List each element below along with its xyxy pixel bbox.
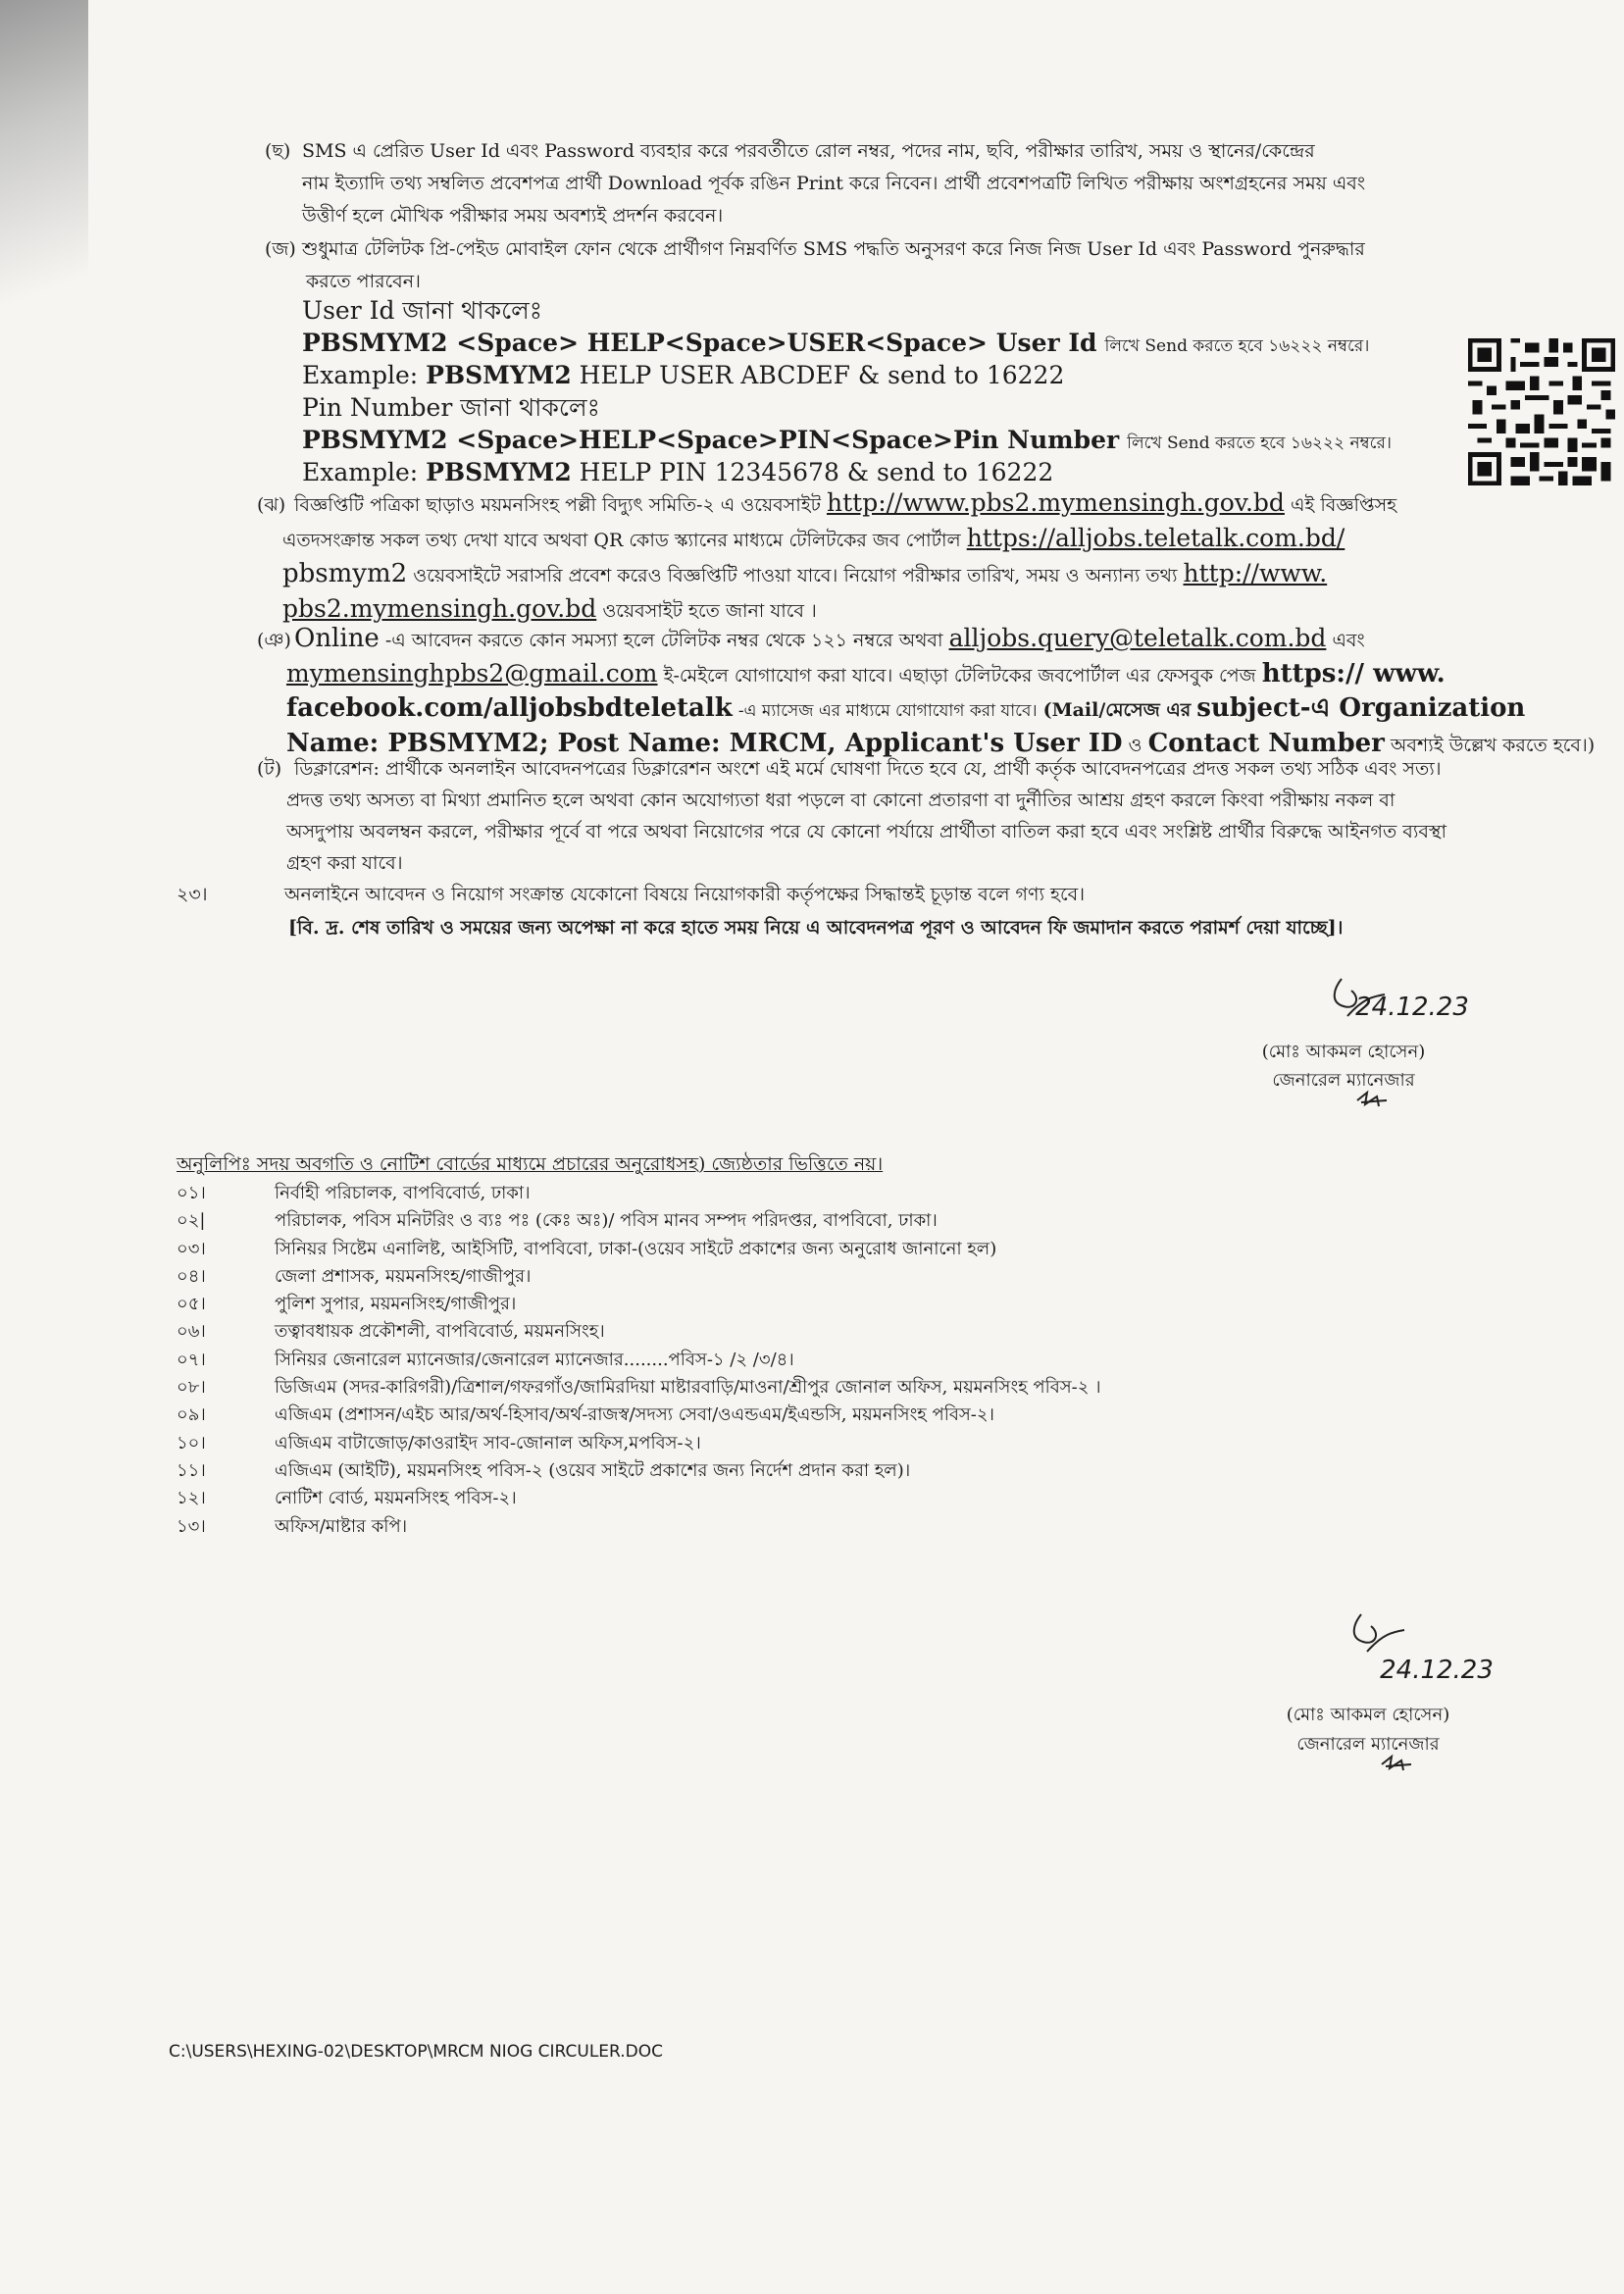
item-text: পুলিশ সুপার, ময়মনসিংহ/গাজীপুর। bbox=[275, 1294, 517, 1315]
qr-code-icon[interactable] bbox=[1463, 333, 1620, 490]
list-item bbox=[177, 1262, 1101, 1290]
para-jha bbox=[265, 233, 1599, 298]
text: এই বিজ্ঞপ্তিসহ bbox=[1290, 494, 1397, 516]
userid-example bbox=[302, 359, 1064, 391]
text: (Mail/মেসেজ এর bbox=[1042, 699, 1192, 721]
signature-date: 24.12.23 bbox=[1355, 993, 1469, 1022]
signature-date: 24.12.23 bbox=[1380, 1656, 1494, 1685]
item-text: তত্বাবধায়ক প্রকৌশলী, বাপবিবোর্ড, ময়মনসিংহ। bbox=[275, 1321, 605, 1343]
text: অবশ্যই উল্লেখ করতে হবে।) bbox=[1390, 735, 1596, 756]
para-ta bbox=[257, 753, 1610, 879]
text: Online bbox=[294, 624, 380, 653]
text: pbsmym2 bbox=[282, 559, 408, 588]
text: ওয়েবসাইটে সরাসরি প্রবেশ করেও বিজ্ঞপ্তিটি পাওয়া যাবে। নিয়োগ পরীক্ষার তারিখ, সময় ও অন্যান্য তথ্য bbox=[413, 565, 1178, 586]
list-item bbox=[177, 1317, 1101, 1345]
item-text: সিনিয়র সিষ্টেম এনালিষ্ট, আইসিটি, বাপবিবো, ঢাকা-(ওয়েব সাইটে প্রকাশের জন্য অনুরোধ জানানো হল) bbox=[275, 1238, 997, 1259]
pin-example bbox=[302, 456, 1053, 488]
item-number: ০৪। bbox=[177, 1265, 206, 1287]
list-item bbox=[177, 1290, 1101, 1317]
marker: (ট) bbox=[257, 758, 282, 780]
cc-list bbox=[177, 1179, 1101, 1540]
example-label: Example: bbox=[302, 458, 419, 486]
line: ডিক্লারেশন: প্রার্থীকে অনলাইন আবেদনপত্রের ডিক্লারেশন অংশে এই মর্মে ঘোষণা দিতে হবে যে, প্রার্থী কর্তৃক আবেদনপত্রের প্রদত্ত সকল তথ্য সঠিক এবং সত্য। bbox=[294, 758, 1442, 780]
list-item bbox=[177, 1401, 1101, 1428]
line: করতে পারবেন। bbox=[306, 271, 421, 292]
pin-command bbox=[302, 424, 1392, 460]
line: গ্রহণ করা যাবে। bbox=[286, 852, 403, 874]
example-rest: HELP USER ABCDEF & send to 16222 bbox=[579, 361, 1065, 389]
item-text: জেলা প্রশাসক, ময়মনসিংহ/গাজীপুর। bbox=[275, 1265, 532, 1287]
advisory-note: [বি. দ্র. শেষ তারিখ ও সময়ের জন্য অপেক্ষা না করে হাতে সময় নিয়ে এ আবেদনপত্র পূরণ ও আবেদন ফি জমাদান করতে পরামর্শ দেয়া যাচ্ছে]। bbox=[288, 917, 1344, 939]
list-item bbox=[177, 1512, 1101, 1540]
list-item bbox=[177, 1456, 1101, 1484]
item-number: ১১। bbox=[177, 1459, 206, 1481]
initial-scribble-icon bbox=[1378, 1753, 1417, 1774]
text: https:// www. bbox=[1261, 659, 1446, 688]
item-number: ০৩। bbox=[177, 1238, 206, 1259]
list-item bbox=[177, 1179, 1101, 1206]
item-text: সিনিয়র জেনারেল ম্যানেজার/জেনারেল ম্যানেজার........পবিস-১ /২ /৩/৪। bbox=[275, 1349, 794, 1370]
item-number: ০৮। bbox=[177, 1377, 206, 1399]
item-number: ১৩। bbox=[177, 1515, 206, 1537]
para-jha2 bbox=[257, 486, 1591, 628]
initial-scribble-icon bbox=[1353, 1089, 1393, 1110]
line: উত্তীর্ণ হলে মৌখিক পরীক্ষার সময় অবশ্যই প্রদর্শন করবেন। bbox=[302, 205, 724, 227]
line: SMS এ প্রেরিত User Id এবং Password ব্যবহার করে পরবর্তীতে রোল নম্বর, পদের নাম, ছবি, পরীক্ষার তারিখ, সময় ও স্থানের/কেন্দ্রের bbox=[302, 140, 1315, 162]
item-text: নোটিশ বোর্ড, ময়মনসিংহ পবিস-২। bbox=[275, 1488, 517, 1509]
text: Contact Number bbox=[1147, 729, 1385, 758]
list-item bbox=[177, 1235, 1101, 1262]
item-text: এজিএম বাটাজোড়/কাওরাইদ সাব-জোনাল অফিস,মপবিস-২। bbox=[275, 1432, 701, 1453]
text: -এ ম্যাসেজ এর মাধ্যমে যোগাযোগ করা যাবে। bbox=[737, 701, 1038, 721]
line: প্রদত্ত তথ্য অসত্য বা মিথ্যা প্রমানিত হলে অথবা কোন অযোগ্যতা ধরা পড়লে বা কোনো প্রতারণা বা দুর্নীতির আশ্রয় গ্রহণ করলে কিংবা পরীক্ষায় নকল বা bbox=[286, 790, 1396, 811]
userid-command-code: PBSMYM2 <Space> HELP<Space>USER<Space> User Id bbox=[302, 329, 1097, 357]
item-number: ০৬। bbox=[177, 1321, 206, 1343]
item-text: এজিএম (প্রশাসন/এইচ আর/অর্থ-হিসাব/অর্থ-রাজস্ব/সদস্য সেবা/ওএন্ডএম/ইএন্ডসি, ময়মনসিংহ পবিস-২। bbox=[275, 1404, 994, 1426]
item-text: নির্বাহী পরিচালক, বাপবিবোর্ড, ঢাকা। bbox=[275, 1183, 531, 1203]
cc-heading: অনুলিপিঃ সদয় অবগতি ও নোটিশ বোর্ডের মাধ্যমে প্রচারের অনুরোধসহ) জ্যেষ্ঠতার ভিত্তিতে নয়। bbox=[177, 1153, 884, 1175]
pin-known-label: Pin Number জানা থাকলেঃ bbox=[302, 393, 600, 422]
text: ই-মেইলে যোগাযোগ করা যাবে। এছাড়া টেলিটকের জবপোর্টাল এর ফেসবুক পেজ bbox=[663, 665, 1256, 687]
line: অসদুপায় অবলম্বন করলে, পরীক্ষার পূর্বে বা পরে অথবা নিয়োগের পরে যে কোনো পর্যায়ে প্রার্থীতা বাতিল করা হবে এবং সংশ্লিষ্ট প্রার্থীর বিরুদ্ধে আইনগত ব্যবস্থা bbox=[286, 821, 1446, 842]
item-number: ১০। bbox=[177, 1432, 206, 1453]
website-link-part2[interactable]: pbs2.mymensingh.gov.bd bbox=[282, 594, 597, 623]
text: subject-এ Organization bbox=[1196, 693, 1526, 723]
item-number: ০৭। bbox=[177, 1349, 206, 1370]
example-label: Example: bbox=[302, 361, 419, 389]
file-path-footer: C:\USERS\HEXING-02\DESKTOP\MRCM NIOG CIRCULER.DOC bbox=[169, 2042, 663, 2062]
marker: (ছ) bbox=[265, 140, 291, 162]
userid-known-label: User Id জানা থাকলেঃ bbox=[302, 296, 543, 325]
job-portal-link[interactable]: https://alljobs.teletalk.com.bd/ bbox=[966, 524, 1345, 552]
marker: (জ) bbox=[265, 238, 296, 260]
signatory-name: (মোঃ আকমল হোসেন) bbox=[1286, 1705, 1450, 1725]
text: এতদসংক্রান্ত সকল তথ্য দেখা যাবে অথবা QR কোড স্ক্যানের মাধ্যমে টেলিটকের জব পোর্টাল bbox=[282, 530, 961, 551]
item-text: অনলাইনে আবেদন ও নিয়োগ সংক্রান্ত যেকোনো বিষয়ে নিয়োগকারী কর্তৃপক্ষের সিদ্ধান্তই চূড়ান্ত বলে গণ্য হবে। bbox=[284, 884, 1086, 905]
list-item bbox=[177, 1429, 1101, 1456]
signatory-title: জেনারেল ম্যানেজার bbox=[1296, 1734, 1440, 1755]
pin-command-tail: লিখে Send করতে হবে ১৬২২২ নম্বরে। bbox=[1127, 433, 1392, 453]
item-number: ০১। bbox=[177, 1183, 206, 1203]
list-item bbox=[177, 1373, 1101, 1401]
item-number: ০৯। bbox=[177, 1404, 206, 1426]
para-nya bbox=[257, 622, 1600, 762]
signatory-title: জেনারেল ম্যানেজার bbox=[1272, 1070, 1415, 1091]
line: শুধুমাত্র টেলিটক প্রি-পেইড মোবাইল ফোন থেকে প্রার্থীগণ নিম্নবর্ণিত SMS পদ্ধতি অনুসরণ করে নিজ নিজ User Id এবং Password পুনরুদ্ধার bbox=[302, 238, 1365, 260]
list-item bbox=[177, 1206, 1101, 1234]
website-link[interactable]: http://www.pbs2.mymensingh.gov.bd bbox=[827, 488, 1285, 517]
website-link-part1[interactable]: http://www. bbox=[1183, 559, 1328, 587]
item-number: ০৫। bbox=[177, 1294, 206, 1315]
para-chha bbox=[265, 135, 1599, 232]
item-text: পরিচালক, পবিস মনিটরিং ও ব্যঃ পঃ (কেঃ অঃ)/ পবিস মানব সম্পদ পরিদপ্তর, বাপবিবো, ঢাকা। bbox=[275, 1210, 938, 1232]
text: ওয়েবসাইট হতে জানা যাবে । bbox=[602, 600, 817, 622]
line: নাম ইত্যাদি তথ্য সম্বলিত প্রবেশপত্র প্রার্থী Download পূর্বক রঙিন Print করে নিবেন। প্রার্থী প্রবেশপত্রটি লিখিত পরীক্ষায় অংশগ্রহনের সময় এবং bbox=[302, 173, 1366, 194]
item-text: ডিজিএম (সদর-কারিগরী)/ত্রিশাল/গফরগাঁও/জামিরদিয়া মাষ্টারবাড়ি/মাওনা/শ্রীপুর জোনাল অফিস, ময়মনসিংহ পবিস-২ । bbox=[275, 1377, 1101, 1399]
pin-command-code: PBSMYM2 <Space>HELP<Space>PIN<Space>Pin Number bbox=[302, 426, 1120, 454]
marker: (ঝ) bbox=[257, 494, 286, 516]
item-number: ২৩। bbox=[177, 884, 208, 905]
item-number: ০২| bbox=[177, 1210, 206, 1232]
text: এবং bbox=[1332, 630, 1365, 651]
item-23 bbox=[177, 881, 1086, 912]
query-email-link[interactable]: alljobs.query@teletalk.com.bd bbox=[948, 624, 1327, 652]
item-text: এজিএম (আইটি), ময়মনসিংহ পবিস-২ (ওয়েব সাইটে প্রকাশের জন্য নির্দেশ প্রদান করা হল)। bbox=[275, 1459, 911, 1481]
text: -এ আবেদন করতে কোন সমস্যা হলে টেলিটক নম্বর থেকে ১২১ নম্বরে অথবা bbox=[384, 630, 943, 651]
text: Name: PBSMYM2; Post Name: MRCM, Applicant's User ID bbox=[286, 729, 1123, 758]
userid-command-tail: লিখে Send করতে হবে ১৬২২২ নম্বরে। bbox=[1104, 336, 1370, 356]
example-code: PBSMYM2 bbox=[426, 458, 572, 486]
example-rest: HELP PIN 12345678 & send to 16222 bbox=[579, 458, 1054, 486]
example-code: PBSMYM2 bbox=[426, 361, 572, 389]
item-text: অফিস/মাষ্টার কপি। bbox=[275, 1515, 408, 1537]
marker: (ঞ) bbox=[257, 630, 291, 651]
facebook-link[interactable]: facebook.com/alljobsbdteletalk bbox=[286, 693, 733, 723]
text: বিজ্ঞপ্তিটি পত্রিকা ছাড়াও ময়মনসিংহ পল্লী বিদ্যুৎ সমিতি-২ এ ওয়েবসাইট bbox=[294, 494, 821, 516]
list-item bbox=[177, 1484, 1101, 1511]
text: ও bbox=[1128, 735, 1142, 756]
userid-command bbox=[302, 327, 1369, 363]
pbs-email-link[interactable]: mymensinghpbs2@gmail.com bbox=[286, 659, 658, 688]
item-number: ১২। bbox=[177, 1488, 206, 1509]
signatory-name: (মোঃ আকমল হোসেন) bbox=[1261, 1042, 1426, 1062]
list-item bbox=[177, 1346, 1101, 1373]
